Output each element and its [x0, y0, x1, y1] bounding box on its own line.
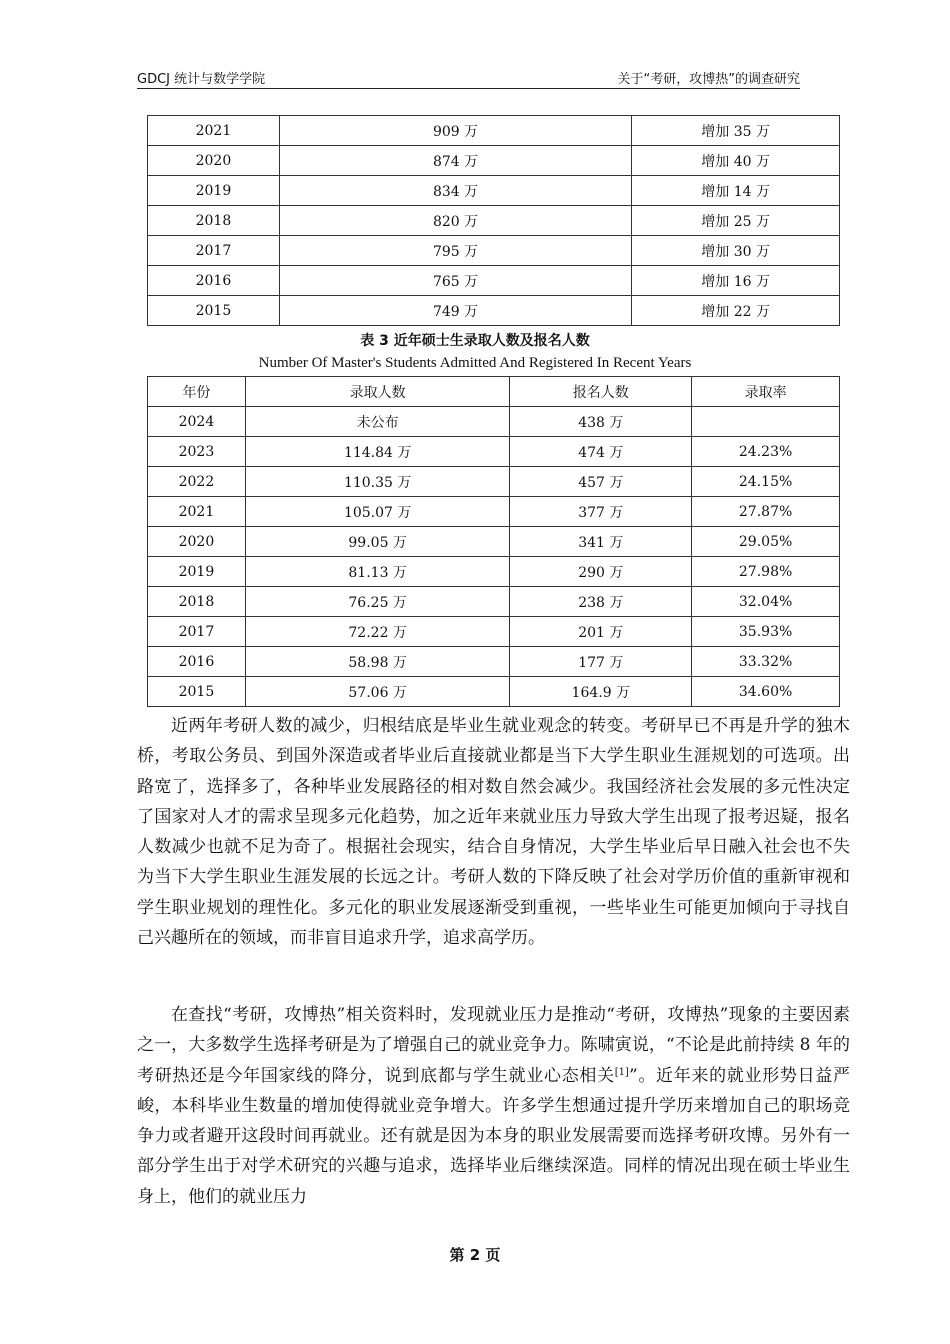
table-header-row — [148, 377, 840, 407]
table-cell: 2018 — [148, 587, 246, 617]
table-cell: 2016 — [148, 266, 280, 296]
table-cell: 909 万 — [279, 116, 631, 146]
table-cell: 增加 16 万 — [632, 266, 840, 296]
table-row — [148, 587, 840, 617]
table-cell — [692, 407, 840, 437]
table-cell: 474 万 — [510, 437, 692, 467]
table-row — [148, 437, 840, 467]
table-row — [148, 677, 840, 707]
table-header-cell: 录取人数 — [245, 377, 510, 407]
applicants-table — [147, 115, 840, 326]
table-header-cell: 录取率 — [692, 377, 840, 407]
paragraph-2 — [137, 1000, 850, 1212]
table-row — [148, 557, 840, 587]
table-cell: 105.07 万 — [245, 497, 510, 527]
table-cell: 164.9 万 — [510, 677, 692, 707]
header-school: GDCJ 统计与数学学院 — [137, 72, 266, 87]
table-cell: 2020 — [148, 146, 280, 176]
table-cell: 457 万 — [510, 467, 692, 497]
table-cell: 238 万 — [510, 587, 692, 617]
table-cell: 2019 — [148, 557, 246, 587]
paragraph-2-part-a: 在查找“考研，攻博热”相关资料时，发现就业压力是推动“考研，攻博热”现象的主要因素之一，大多数学生选择考研是为了增强自己的就业竞争力。陈啸寅说，“不论是此前持续 8 年的考研热还是今年国家线的降分，说到底都与学生就业心态相关 — [137, 1005, 850, 1086]
table-cell: 72.22 万 — [245, 617, 510, 647]
admission-table — [147, 376, 840, 707]
table-header-cell: 年份 — [148, 377, 246, 407]
table-cell: 2015 — [148, 296, 280, 326]
table-header-cell: 报名人数 — [510, 377, 692, 407]
table-row — [148, 617, 840, 647]
table-cell: 34.60% — [692, 677, 840, 707]
table-cell: 795 万 — [279, 236, 631, 266]
table-cell: 438 万 — [510, 407, 692, 437]
table-cell: 2015 — [148, 677, 246, 707]
table-row — [148, 176, 840, 206]
table3-caption-en: Number Of Master's Students Admitted And Registered In Recent Years — [258, 355, 692, 371]
table-cell: 201 万 — [510, 617, 692, 647]
table-cell: 177 万 — [510, 647, 692, 677]
citation-ref[interactable]: [1] — [614, 1066, 629, 1078]
table-cell: 2016 — [148, 647, 246, 677]
table-cell: 增加 14 万 — [632, 176, 840, 206]
page-header — [137, 66, 800, 89]
table-cell: 765 万 — [279, 266, 631, 296]
table-cell: 增加 40 万 — [632, 146, 840, 176]
table-cell: 未公布 — [245, 407, 510, 437]
table-cell: 341 万 — [510, 527, 692, 557]
table-cell: 2023 — [148, 437, 246, 467]
table-cell: 834 万 — [279, 176, 631, 206]
table-cell: 110.35 万 — [245, 467, 510, 497]
table-cell: 58.98 万 — [245, 647, 510, 677]
table-row — [148, 647, 840, 677]
table-cell: 2021 — [148, 497, 246, 527]
table-cell: 27.87% — [692, 497, 840, 527]
table-cell: 99.05 万 — [245, 527, 510, 557]
table-cell: 2024 — [148, 407, 246, 437]
table-cell: 749 万 — [279, 296, 631, 326]
table-row — [148, 266, 840, 296]
table-row — [148, 497, 840, 527]
paragraph-1: 近两年考研人数的减少，归根结底是毕业生就业观念的转变。考研早已不再是升学的独木桥，考取公务员、到国外深造或者毕业后直接就业都是当下大学生职业生涯规划的可选项。出路宽了，选择多了，各种毕业发展路径的相对数自然会减少。我国经济社会发展的多元性决定了国家对人才的需求呈现多元化趋势，加之近年来就业压力导致大学生出现了报考迟疑，报名人数减少也就不足为奇了。根据社会现实，结合自身情况，大学生毕业后早日融入社会也不失为当下大学生职业生涯发展的长远之计。考研人数的下降反映了社会对学历价值的重新审视和学生职业规划的理性化。多元化的职业发展逐渐受到重视，一些毕业生可能更加倾向于寻找自己兴趣所在的领域，而非盲目追求升学，追求高学历。 — [137, 716, 850, 949]
table-cell: 57.06 万 — [245, 677, 510, 707]
table-cell: 76.25 万 — [245, 587, 510, 617]
table-row — [148, 116, 840, 146]
table-cell: 27.98% — [692, 557, 840, 587]
table-cell: 2018 — [148, 206, 280, 236]
table-cell: 33.32% — [692, 647, 840, 677]
table-cell: 377 万 — [510, 497, 692, 527]
table-row — [148, 407, 840, 437]
table-cell: 2019 — [148, 176, 280, 206]
table-cell: 2022 — [148, 467, 246, 497]
table-cell: 24.15% — [692, 467, 840, 497]
table-cell: 35.93% — [692, 617, 840, 647]
table-cell: 增加 30 万 — [632, 236, 840, 266]
table-cell: 114.84 万 — [245, 437, 510, 467]
table-row — [148, 146, 840, 176]
table-cell: 29.05% — [692, 527, 840, 557]
table-row — [148, 236, 840, 266]
table-row — [148, 206, 840, 236]
table-row — [148, 467, 840, 497]
table-cell: 81.13 万 — [245, 557, 510, 587]
table-cell: 24.23% — [692, 437, 840, 467]
table3-caption-cn: 表 3 近年硕士生录取人数及报名人数 — [360, 333, 590, 349]
table-row — [148, 527, 840, 557]
header-title: 关于“考研，攻博热”的调查研究 — [617, 72, 800, 87]
table-cell: 32.04% — [692, 587, 840, 617]
table-cell: 增加 25 万 — [632, 206, 840, 236]
page-number: 第 2 页 — [449, 1246, 501, 1264]
table-cell: 2020 — [148, 527, 246, 557]
paragraph-2-part-b: ”。近年来的就业形势日益严峻，本科毕业生数量的增加使得就业竞争增大。许多学生想通过提升学历来增加自己的职场竞争力或者避开这段时间再就业。还有就是因为本身的职业发展需要而选择考研攻博。另外有一部分学生出于对学术研究的兴趣与追求，选择毕业后继续深造。同样的情况出现在硕士毕业生身上，他们的就业压力 — [137, 1065, 850, 1207]
table-cell: 2021 — [148, 116, 280, 146]
table-cell: 874 万 — [279, 146, 631, 176]
table-cell: 2017 — [148, 617, 246, 647]
table-cell: 增加 22 万 — [632, 296, 840, 326]
table-cell: 2017 — [148, 236, 280, 266]
table-row — [148, 296, 840, 326]
table-cell: 820 万 — [279, 206, 631, 236]
table-cell: 增加 35 万 — [632, 116, 840, 146]
table-cell: 290 万 — [510, 557, 692, 587]
